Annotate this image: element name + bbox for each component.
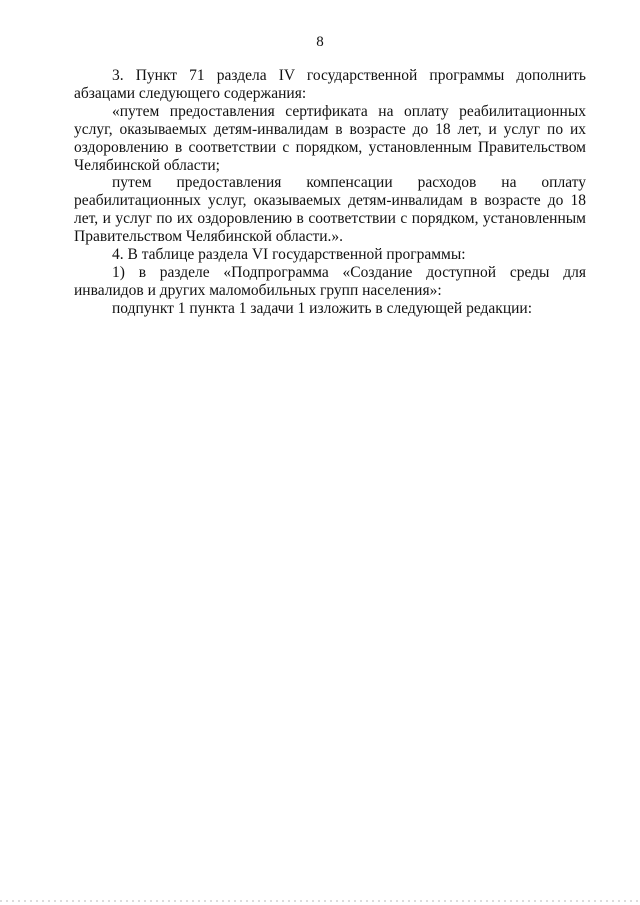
document-body xyxy=(74,67,586,318)
paragraph-subpoint: подпункт 1 пункта 1 задачи 1 изложить в следующей редакции: xyxy=(112,299,533,317)
paragraph-item-3: 3. Пункт 71 раздела IV государственной программы дополнить абзацами следующего содержания: xyxy=(74,67,586,102)
page-number: 8 xyxy=(316,34,324,50)
paragraph-compensation: путем предоставления компенсации расходов на оплату реабилитационных услуг, оказываемых детям-инвалидам в возрасте до 18 лет, и услуг по их оздоровлению в соответствии с порядком, установленным Правительством Челябинской области.». xyxy=(74,174,586,246)
scan-edge-artifact xyxy=(0,900,640,902)
paragraph-item-4: 4. В таблице раздела VI государственной программы: xyxy=(112,246,466,264)
paragraph-subprogram: 1) в разделе «Подпрограмма «Создание доступной среды для инвалидов и других маломобильных групп населения»: xyxy=(74,263,586,299)
paragraph-certificate: «путем предоставления сертификата на оплату реабилитационных услуг, оказываемых детям-инвалидам в возрасте до 18 лет, и услуг по их оздоровлению в соответствии с порядком, установленным Правительством Челябинской области; xyxy=(74,102,586,174)
